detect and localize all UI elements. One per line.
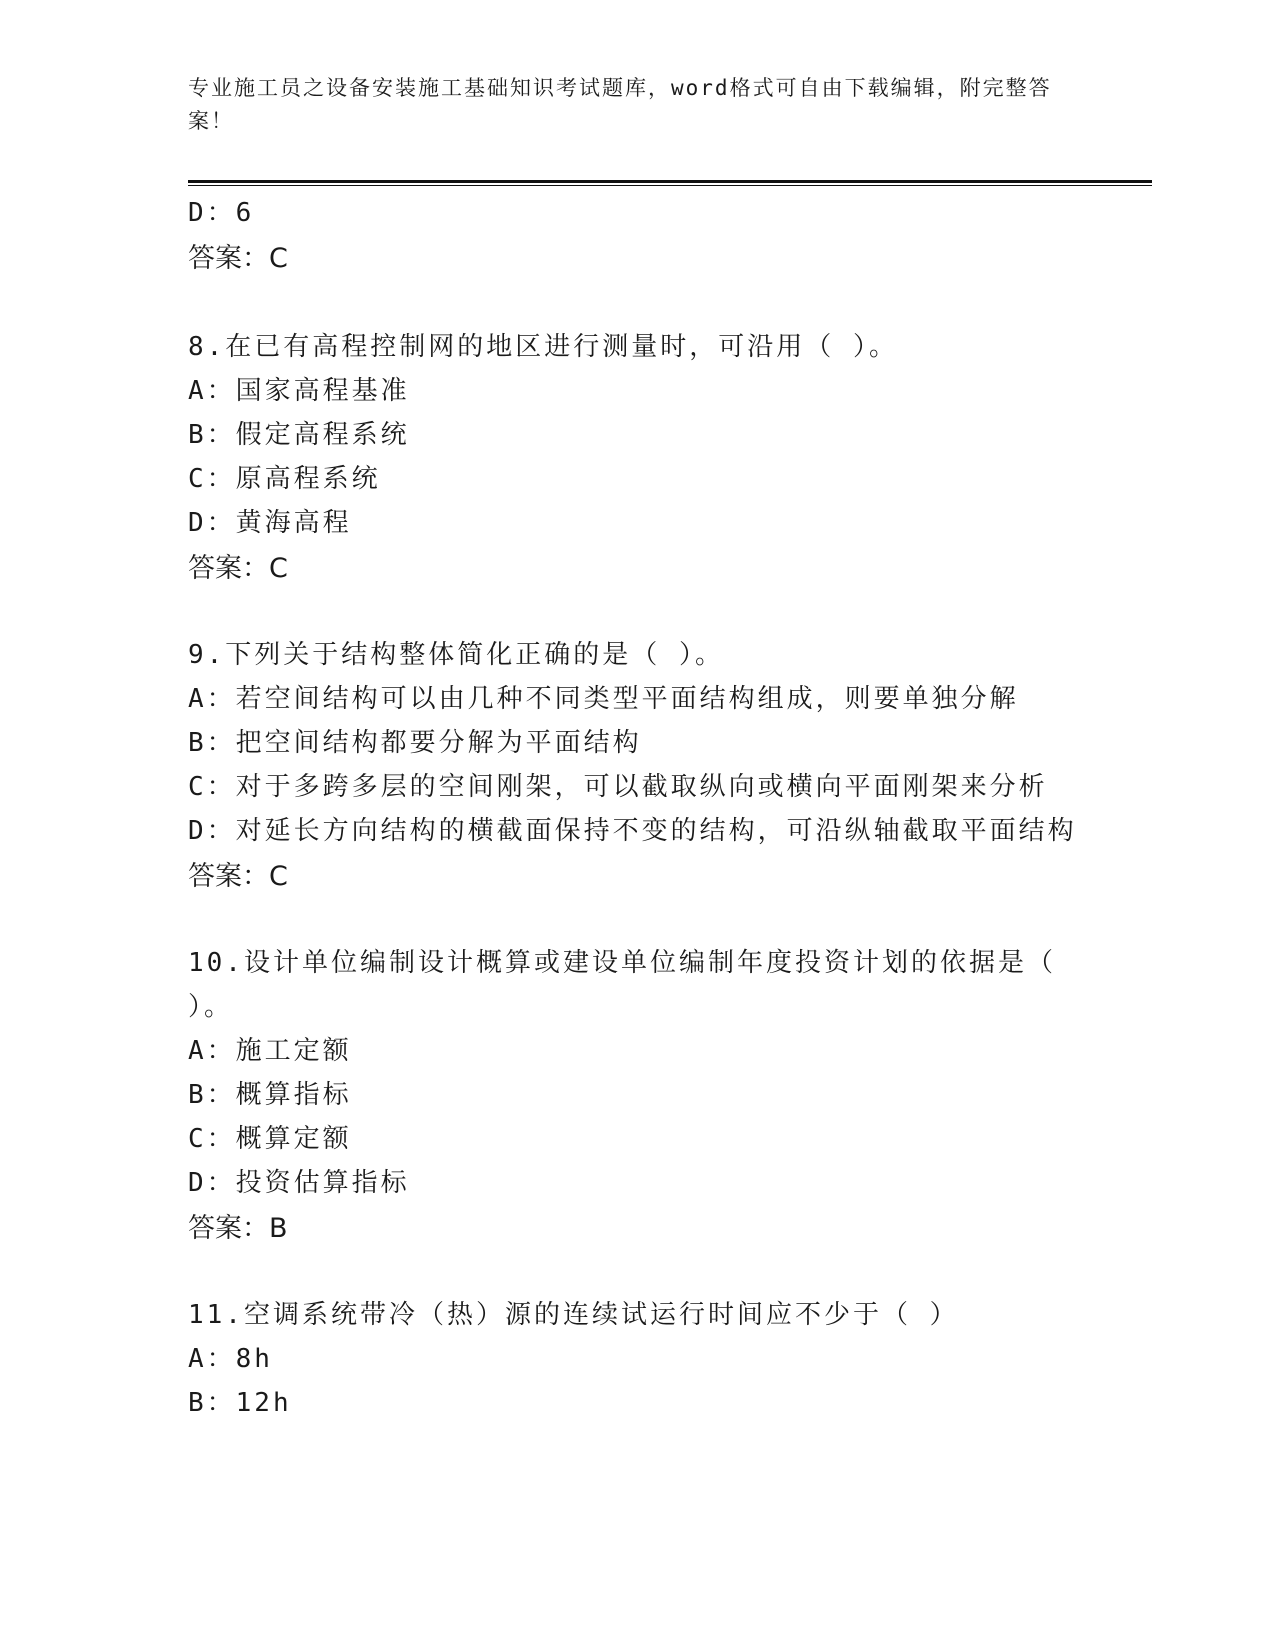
question-9-answer: 答案：C	[188, 861, 288, 892]
question-8-option-b: B：假定高程系统	[188, 420, 410, 450]
question-8-answer: 答案：C	[188, 553, 288, 584]
question-11-stem: 11.空调系统带冷（热）源的连续试运行时间应不少于（ ）	[188, 1300, 959, 1330]
question-10-stem-line1: 10.设计单位编制设计概算或建设单位编制年度投资计划的依据是（	[188, 948, 1056, 978]
question-11-option-b: B：12h	[188, 1388, 292, 1418]
question-10-option-c: C：概算定额	[188, 1124, 352, 1154]
question-9-option-d: D：对延长方向结构的横截面保持不变的结构，可沿纵轴截取平面结构	[188, 816, 1077, 846]
question-9-option-c: C：对于多跨多层的空间刚架，可以截取纵向或横向平面刚架来分析	[188, 772, 1048, 802]
question-10-option-a: A：施工定额	[188, 1036, 352, 1066]
question-9-stem: 9.下列关于结构整体简化正确的是（ ）。	[188, 640, 724, 670]
question-10-option-d: D：投资估算指标	[188, 1168, 410, 1198]
question-10-stem-line2: ）。	[188, 992, 234, 1022]
question-8-option-a: A：国家高程基准	[188, 376, 410, 406]
question-10-answer: 答案：B	[188, 1213, 288, 1244]
question-8-option-c: C：原高程系统	[188, 464, 381, 494]
prev-option-d: D：6	[188, 198, 255, 228]
question-11-option-a: A：8h	[188, 1344, 273, 1374]
header-rule-thick	[188, 180, 1152, 183]
question-10-option-b: B：概算指标	[188, 1080, 352, 1110]
question-9-option-b: B：把空间结构都要分解为平面结构	[188, 728, 642, 758]
header-rule-thin	[188, 185, 1152, 186]
question-9-option-a: A：若空间结构可以由几种不同类型平面结构组成，则要单独分解	[188, 684, 1019, 714]
document-header: 专业施工员之设备安装施工基础知识考试题库，word格式可自由下载编辑，附完整答案！	[188, 76, 1052, 133]
question-8-option-d: D：黄海高程	[188, 508, 352, 538]
question-8-stem: 8.在已有高程控制网的地区进行测量时，可沿用（ ）。	[188, 332, 898, 362]
prev-answer: 答案：C	[188, 243, 288, 274]
